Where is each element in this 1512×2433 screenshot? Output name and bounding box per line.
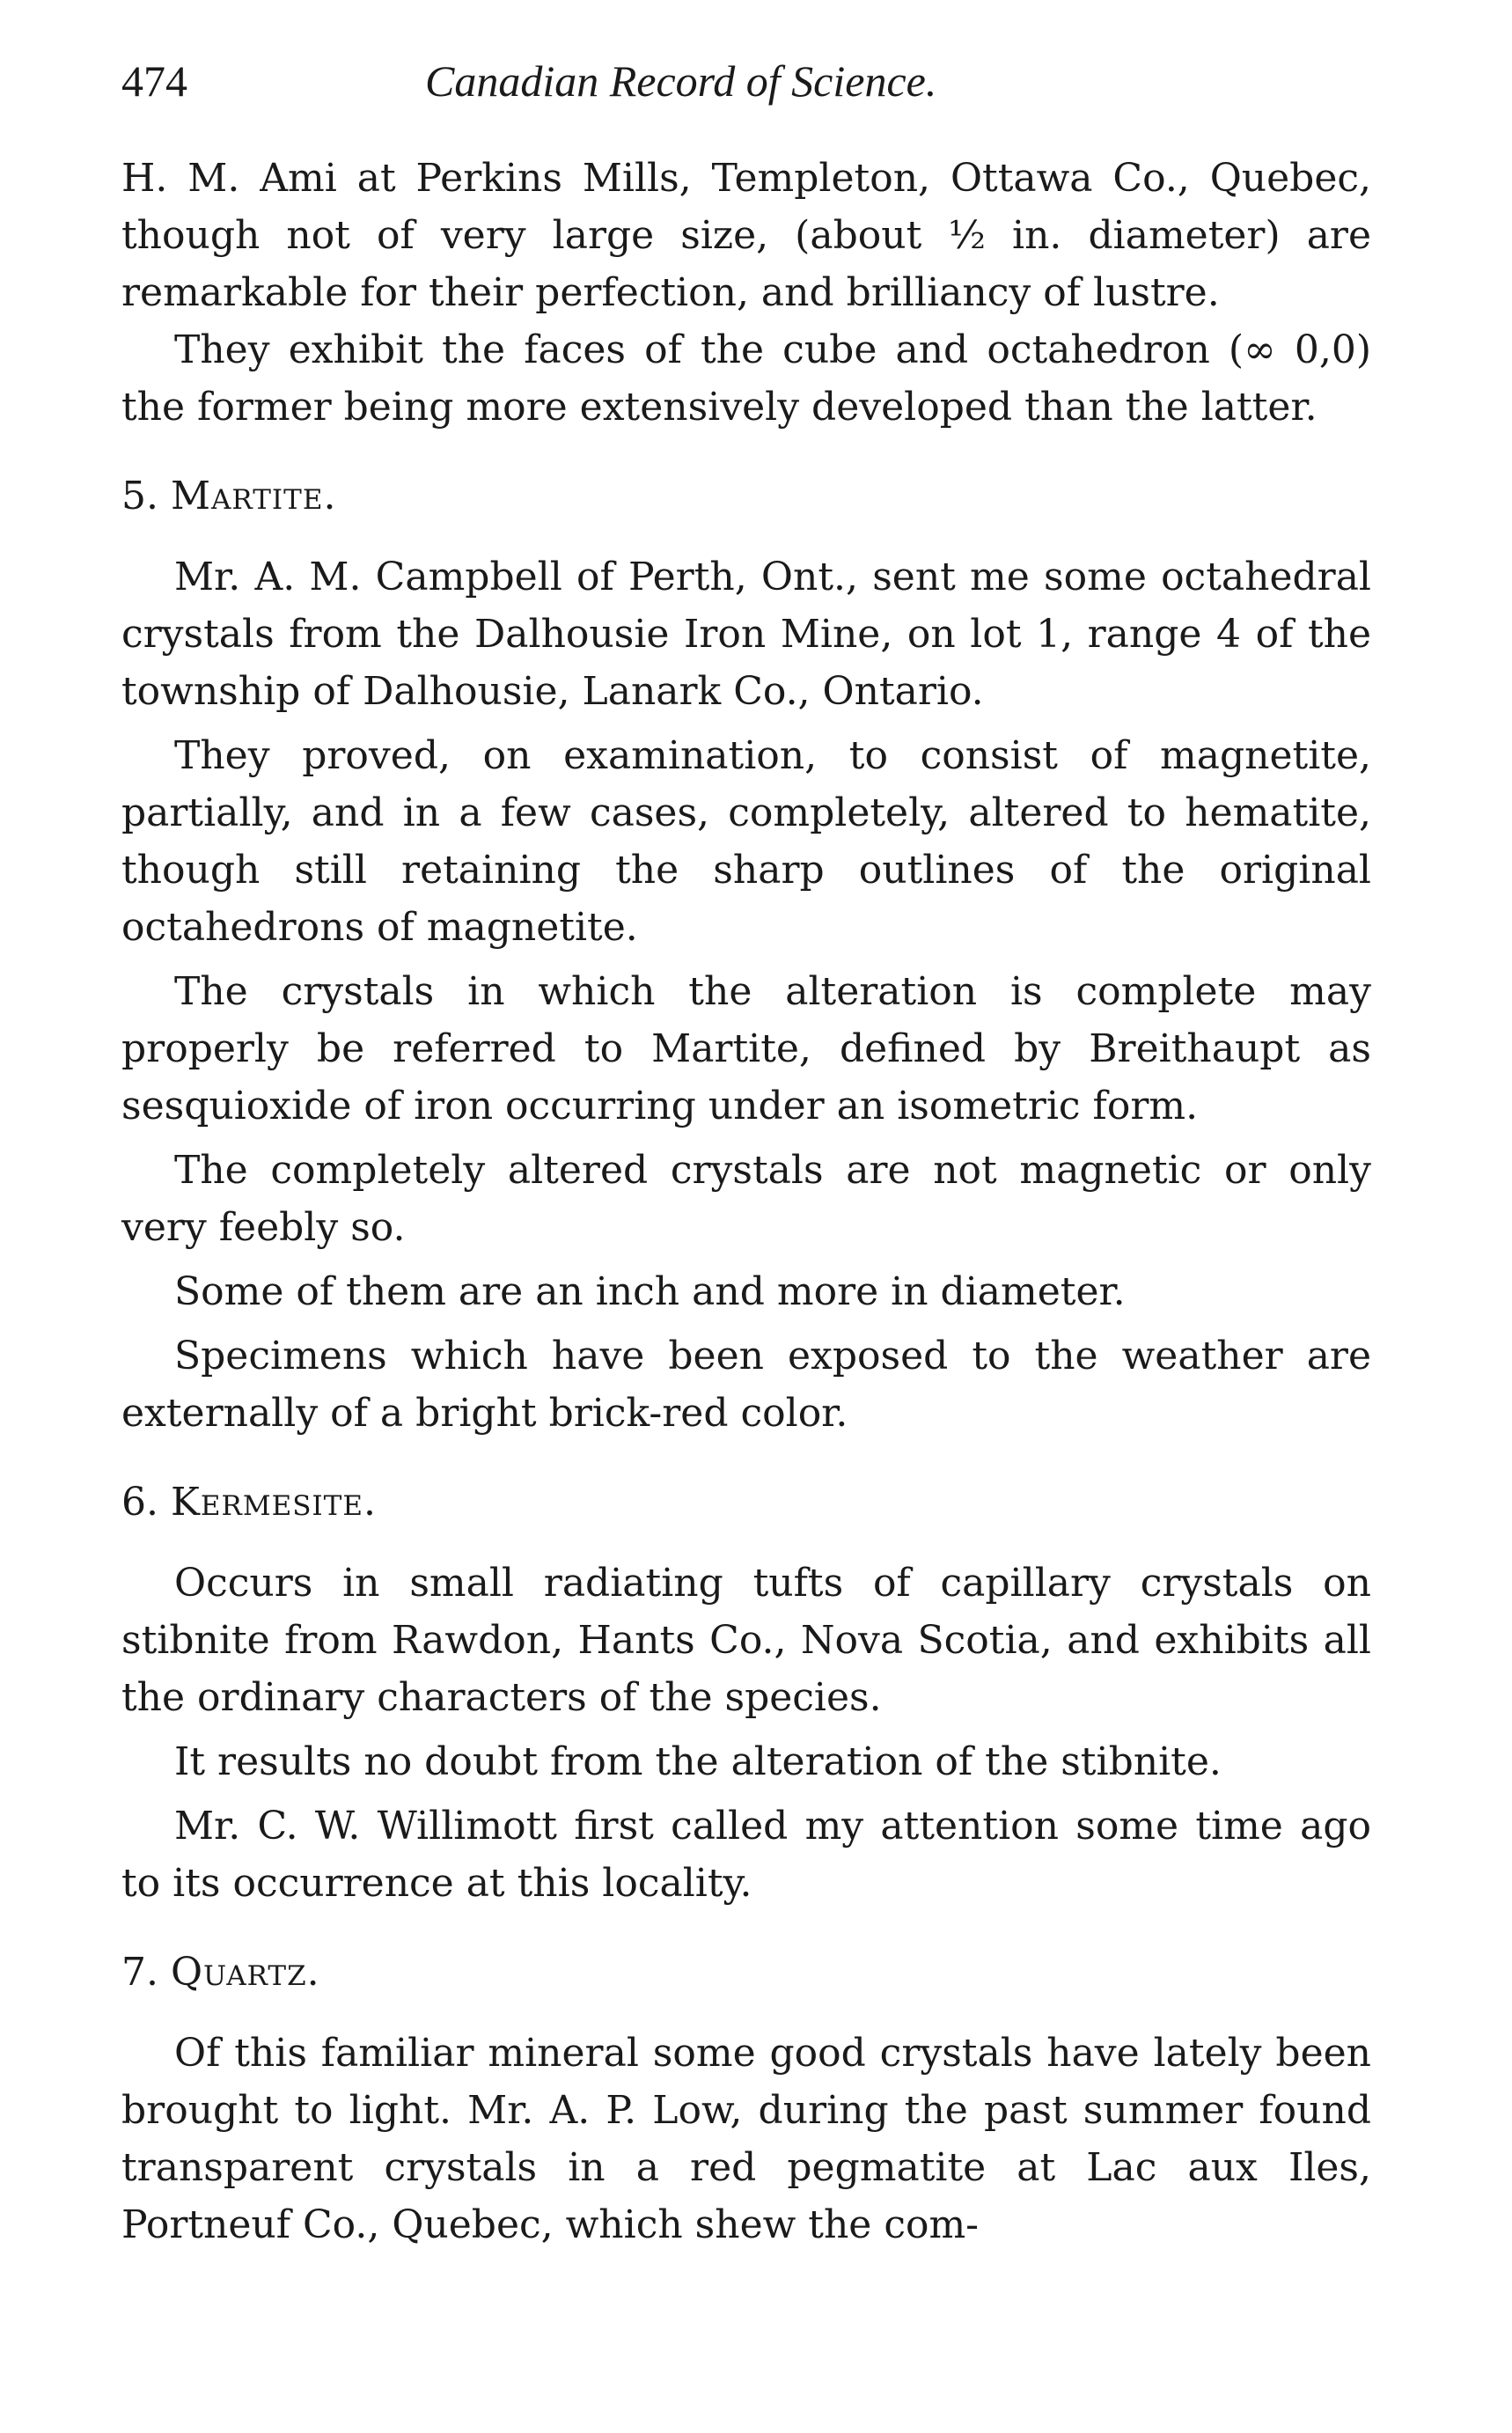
section-title: Martite. (170, 474, 337, 518)
section-heading-martite (121, 469, 1371, 524)
running-title: Canadian Record of Science. (425, 56, 937, 106)
paragraph-continued: H. M. Ami at Perkins Mills, Templeton, Ottawa Co., Quebec, though not of very large size, (about ½ in. diameter) are remarkable for their perfection, and brilliancy of lustre. (121, 156, 1371, 315)
section-heading-kermesite (121, 1475, 1371, 1530)
section-number: 6. (121, 1480, 158, 1525)
section-number: 5. (121, 474, 158, 518)
paragraph-kermesite-attribution: Mr. C. W. Willimott first called my attention some time ago to its occurrence at this locality. (121, 1804, 1371, 1906)
page-number: 474 (121, 56, 187, 106)
section-title: Quartz. (170, 1950, 320, 1995)
page-header (121, 46, 1389, 116)
paragraph-martite-magnetism: The completely altered crystals are not magnetic or only very feebly so. (121, 1148, 1371, 1250)
paragraph-crystal-faces: They exhibit the faces of the cube and octahedron (∞ 0,0) the former being more extensively developed than the latter. (121, 327, 1371, 430)
paragraph-martite-definition: The crystals in which the alteration is complete may properly be referred to Martite, defined by Breithaupt as sesquioxide of iron occurring under an isometric form. (121, 969, 1371, 1128)
paragraph-martite-size: Some of them are an inch and more in diameter. (174, 1269, 1126, 1314)
paragraph-martite-color: Specimens which have been exposed to the weather are externally of a bright brick-red color. (121, 1334, 1371, 1436)
section-title: Kermesite. (170, 1480, 377, 1525)
paragraph-martite-examination: They proved, on examination, to consist of magnetite, partially, and in a few cases, completely, altered to hematite, though still retaining the sharp outlines of the original octahedrons of magnetite. (121, 733, 1371, 950)
section-heading-quartz (121, 1945, 1371, 2000)
paragraph-quartz-crystals: Of this familiar mineral some good crystals have lately been brought to light. Mr. A. P. Low, during the past summer found transparent crystals in a red pegmatite at Lac aux Iles, Portneuf Co., Quebec, which shew the com- (121, 2031, 1371, 2247)
body-text (121, 150, 1371, 2253)
paragraph-kermesite-occurrence: Occurs in small radiating tufts of capillary crystals on stibnite from Rawdon, Hants Co., Nova Scotia, and exhibits all the ordinary characters of the species. (121, 1561, 1371, 1720)
section-number: 7. (121, 1950, 158, 1995)
paragraph-kermesite-origin: It results no doubt from the alteration of the stibnite. (174, 1739, 1222, 1784)
paragraph-martite-source: Mr. A. M. Campbell of Perth, Ont., sent me some octahedral crystals from the Dalhousie Iron Mine, on lot 1, range 4 of the township of Dalhousie, Lanark Co., Ontario. (121, 555, 1371, 714)
